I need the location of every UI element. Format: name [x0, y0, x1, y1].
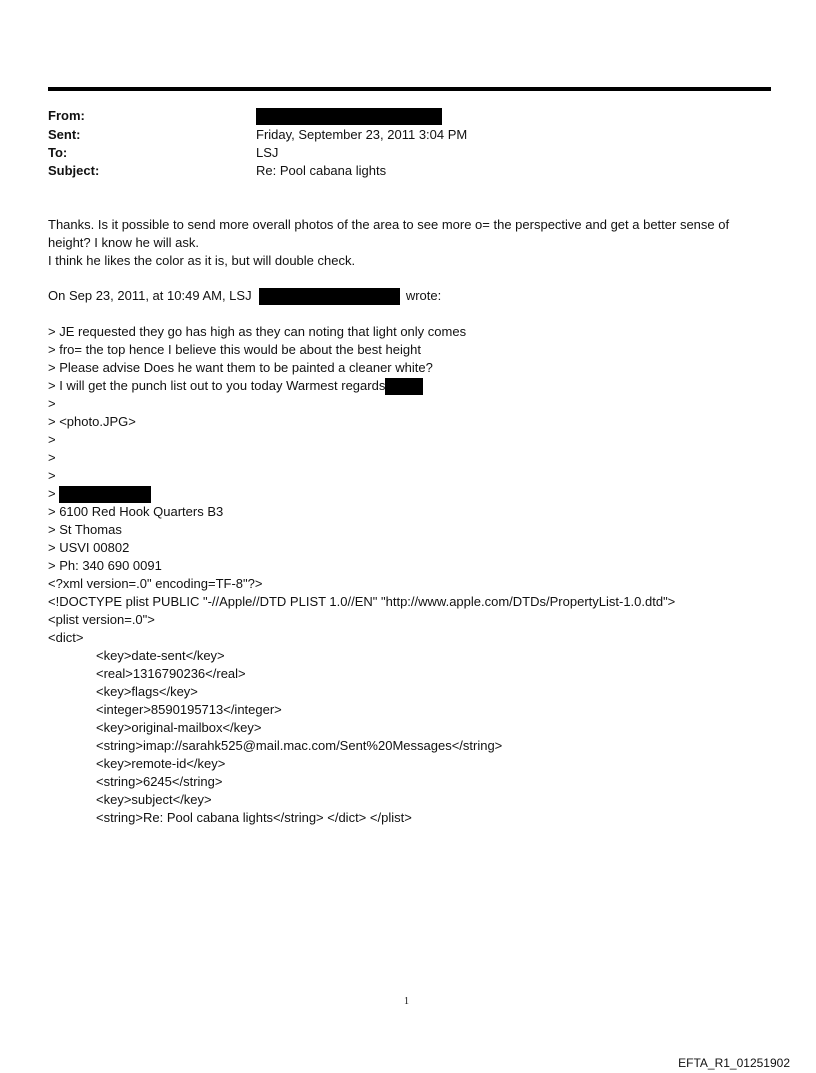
- xml-indented-line: <key>remote-id</key>: [96, 756, 226, 771]
- redacted-name: [59, 486, 151, 503]
- quoted-line: >: [48, 450, 56, 465]
- redacted-signature: [385, 378, 423, 395]
- to-label: To:: [48, 145, 68, 160]
- quoted-line-text: >: [48, 486, 56, 501]
- xml-indented-line: <key>flags</key>: [96, 684, 198, 699]
- quoted-line: > <photo.JPG>: [48, 414, 136, 429]
- document-id: EFTA_R1_01251902: [678, 1056, 790, 1070]
- quoted-line-text: > I will get the punch list out to you today Warmest regards: [48, 378, 386, 393]
- quoted-line: >: [48, 432, 56, 447]
- xml-indented-line: <key>original-mailbox</key>: [96, 720, 262, 735]
- quoted-line: > St Thomas: [48, 522, 122, 537]
- quoted-line: >: [48, 468, 56, 483]
- xml-line: <?xml version=.0" encoding=TF-8"?>: [48, 576, 263, 591]
- from-value-redacted: [256, 107, 442, 125]
- to-value: LSJ: [256, 145, 279, 160]
- xml-line: <!DOCTYPE plist PUBLIC "-//Apple//DTD PLIST 1.0//EN" "http://www.apple.com/DTDs/PropertyList-1.0.dtd">: [48, 594, 676, 609]
- quoted-line-regards: [48, 377, 423, 395]
- xml-indented-line: <real>1316790236</real>: [96, 666, 246, 681]
- xml-indented-line: <string>6245</string>: [96, 774, 223, 789]
- xml-line: <plist version=.0">: [48, 612, 155, 627]
- xml-indented-line: <string>imap://sarahk525@mail.mac.com/Sent%20Messages</string>: [96, 738, 503, 753]
- subject-value: Re: Pool cabana lights: [256, 163, 387, 178]
- quoted-line-name: [48, 485, 151, 503]
- redacted-email: [259, 288, 400, 305]
- quote-intro-prefix: On Sep 23, 2011, at 10:49 AM, LSJ: [48, 288, 252, 303]
- subject-label: Subject:: [48, 163, 100, 178]
- sent-value: Friday, September 23, 2011 3:04 PM: [256, 127, 468, 142]
- quoted-line: > Ph: 340 690 0091: [48, 558, 162, 573]
- quoted-line: > USVI 00802: [48, 540, 130, 555]
- sent-label: Sent:: [48, 127, 81, 142]
- from-label: From:: [48, 108, 85, 123]
- xml-indented-line: <key>subject</key>: [96, 792, 212, 807]
- quoted-line: > JE requested they go has high as they can noting that light only comes: [48, 324, 467, 339]
- quote-intro-suffix: wrote:: [405, 288, 442, 303]
- header-rule: [48, 87, 771, 91]
- quoted-line: > 6100 Red Hook Quarters B3: [48, 504, 224, 519]
- xml-indented-line: <integer>8590195713</integer>: [96, 702, 282, 717]
- xml-indented-line: <string>Re: Pool cabana lights</string> </dict> </plist>: [96, 810, 412, 825]
- quoted-line: >: [48, 396, 56, 411]
- body-paragraph-2: I think he likes the color as it is, but will double check.: [48, 253, 356, 268]
- xml-indented-line: <key>date-sent</key>: [96, 648, 225, 663]
- quoted-line: > Please advise Does he want them to be painted a cleaner white?: [48, 360, 433, 375]
- page-number: 1: [404, 996, 409, 1007]
- quoted-line: > fro= the top hence I believe this would be about the best height: [48, 342, 421, 357]
- body-paragraph-1: Thanks. Is it possible to send more overall photos of the area to see more o= the perspective and get a better sense of height? I know he will ask.: [48, 217, 730, 250]
- xml-line: <dict>: [48, 630, 84, 645]
- quote-intro: [48, 287, 441, 305]
